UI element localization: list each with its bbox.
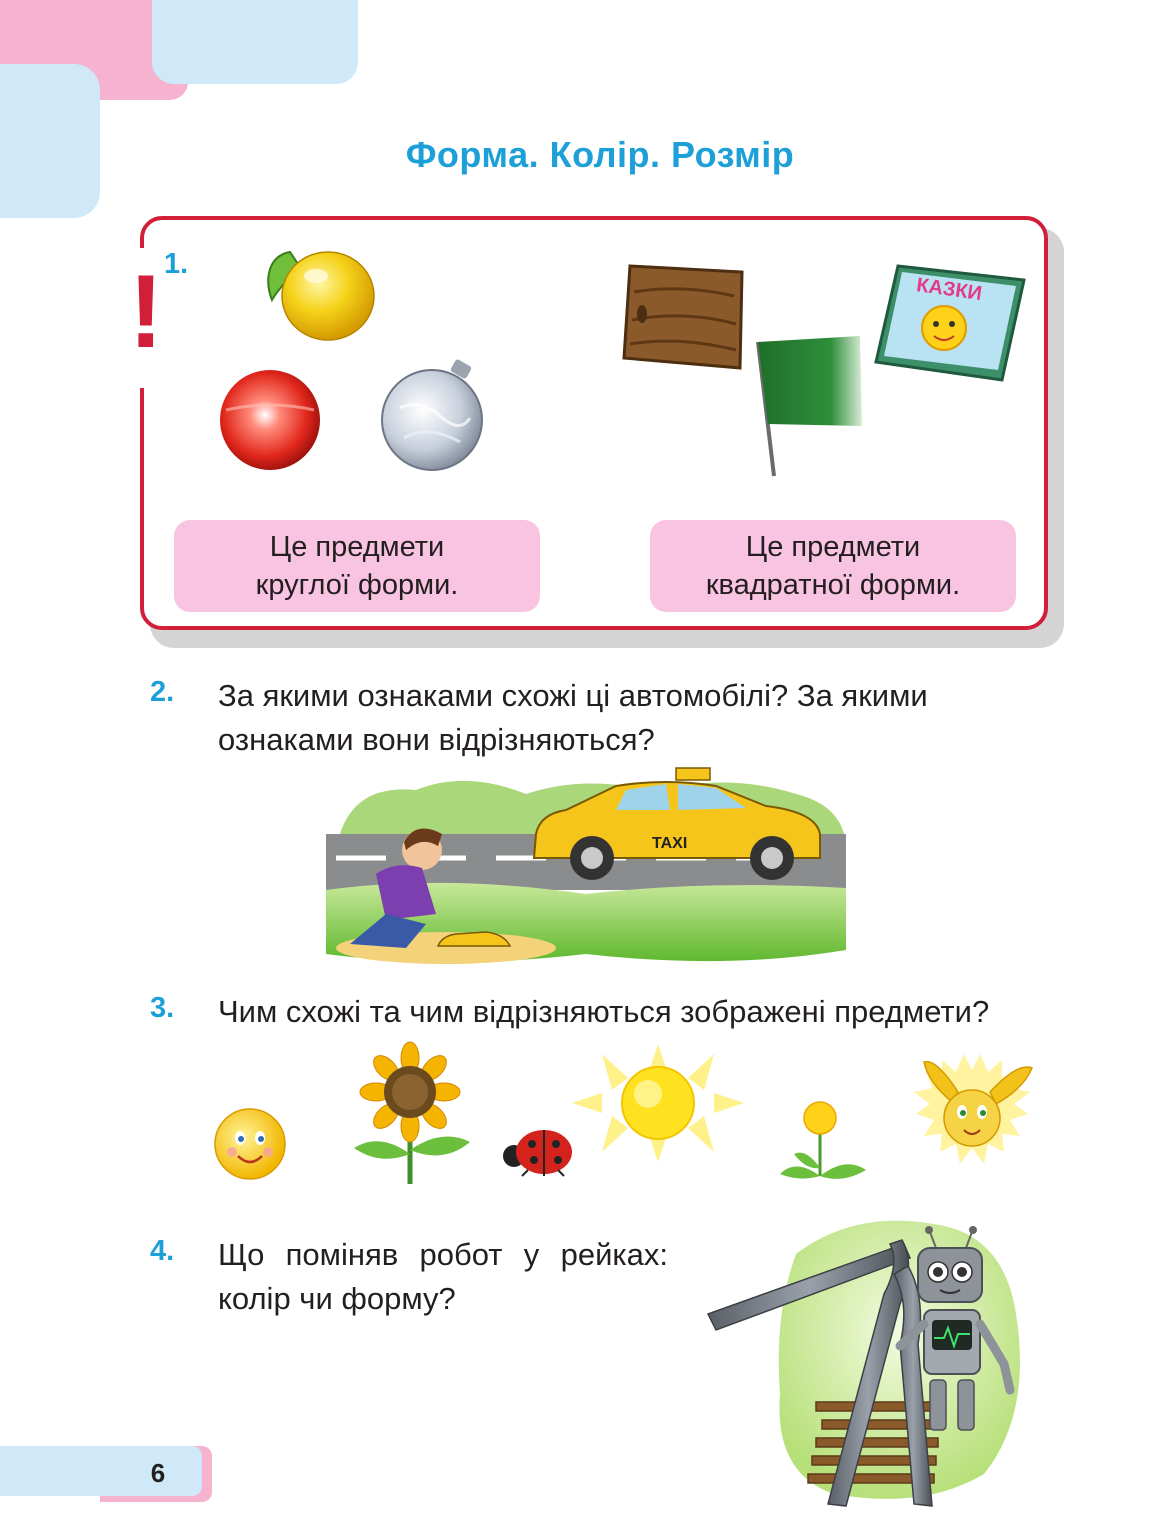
robot-rails-illustration <box>704 1214 1034 1514</box>
task4-question: Що поміняв робот у рейках: колір чи форму? <box>218 1237 668 1316</box>
christmas-ball-illustration <box>380 358 490 472</box>
wooden-board-illustration <box>620 262 748 372</box>
sunflower-illustration <box>350 1044 476 1186</box>
square-caption-line1: Це предмети <box>745 531 921 563</box>
taxi-sign: TAXI <box>652 835 688 852</box>
fairy-tale-book-illustration <box>872 262 1028 384</box>
round-caption-line2: круглої форми. <box>255 569 459 601</box>
flag-illustration <box>754 334 866 478</box>
kolobok-illustration <box>212 1108 288 1180</box>
page-number: 6 <box>150 1458 166 1488</box>
exclamation-mark: ! <box>128 254 164 370</box>
round-caption-line1: Це предмети <box>269 531 445 563</box>
book-title: КАЗКИ <box>915 274 984 306</box>
ball-illustration <box>216 370 324 470</box>
task2-number: 2. <box>150 676 175 708</box>
page-title: Форма. Колір. Розмір <box>405 134 795 175</box>
task3-question: Чим схожі та чим відрізняються зображені предмети? <box>218 994 990 1029</box>
apple-illustration <box>262 246 382 342</box>
square-caption-line2: квадратної форми. <box>705 569 961 601</box>
task3-number: 3. <box>150 992 175 1024</box>
taxi-scene-illustration <box>326 764 848 970</box>
round-shapes-caption <box>174 520 540 612</box>
task4-number: 4. <box>150 1235 175 1267</box>
bunny-sun-illustration <box>906 1052 1038 1174</box>
sun-illustration <box>572 1044 744 1162</box>
corner-decoration-blue <box>152 0 358 84</box>
task1-number: 1. <box>164 248 189 280</box>
square-shapes-caption <box>650 520 1016 612</box>
ladybug-illustration <box>498 1126 578 1176</box>
dandelion-illustration <box>776 1098 870 1182</box>
task2-question: За якими ознаками схожі ці автомобілі? За якими ознаками вони відрізняються? <box>218 678 928 757</box>
